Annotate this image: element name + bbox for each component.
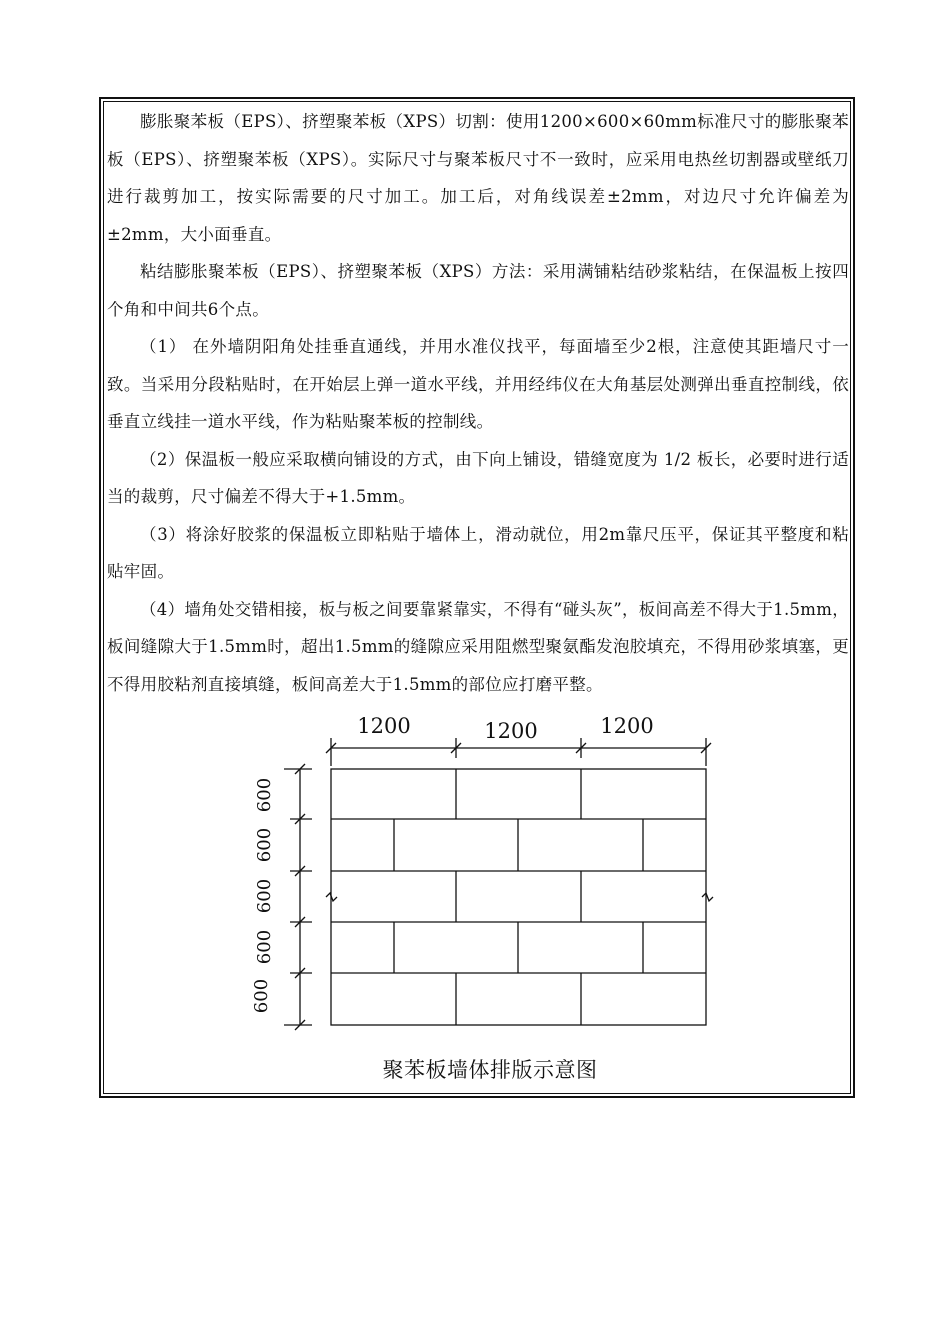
top-dimension-label: 1200 xyxy=(357,714,411,738)
side-dimension-label: 600 xyxy=(254,777,275,813)
paragraph-step-1: （1） 在外墙阴阳角处挂垂直通线，并用水准仪找平，每面墙至少2根，注意使其距墙尺寸一致。当采用分段粘贴时，在开始层上弹一道水平线，并用经纬仪在大角基层处测弹出垂直控制线，依垂直立线挂一道水平线，作为粘贴聚苯板的控制线。 xyxy=(107,337,849,431)
diagram-caption: 聚苯板墙体排版示意图 xyxy=(382,1058,598,1082)
paragraph-step-2: （2）保温板一般应采取横向铺设的方式，由下向上铺设，错缝宽度为 1/2 板长，必要时进行适当的裁剪，尺寸偏差不得大于+1.5mm。 xyxy=(107,449,849,506)
paragraph-bonding-method: 粘结膨胀聚苯板（EPS）、挤塑聚苯板（XPS）方法：采用满铺粘结砂浆粘结，在保温板上按四个角和中间共6个点。 xyxy=(107,262,849,319)
top-dimension-label: 1200 xyxy=(484,719,538,743)
side-dimension-label: 600 xyxy=(251,978,272,1014)
top-dimension-label: 1200 xyxy=(600,714,654,738)
side-dimension-label: 600 xyxy=(254,827,275,863)
paragraph-step-3: （3）将涂好胶浆的保温板立即粘贴于墙体上，滑动就位，用2m靠尺压平，保证其平整度和粘贴牢固。 xyxy=(107,524,849,581)
paragraph-step-4: （4）墙角处交错相接，板与板之间要靠紧靠实，不得有“碰头灰”，板间高差不得大于1.5mm，板间缝隙大于1.5mm时，超出1.5mm的缝隙应采用阻燃型聚氨酯发泡胶填充，不得用砂浆填塞，更不得用胶粘剂直接填缝，板间高差大于1.5mm的部位应打磨平整。 xyxy=(107,599,849,694)
side-dimension-label: 600 xyxy=(254,878,275,914)
document-frame xyxy=(99,97,855,1098)
paragraph-cutting: 膨胀聚苯板（EPS）、挤塑聚苯板（XPS）切割：使用1200×600×60mm标准尺寸的膨胀聚苯板（EPS）、挤塑聚苯板（XPS）。实际尺寸与聚苯板尺寸不一致时，应采用电热丝切割器或壁纸刀进行裁剪加工，按实际需要的尺寸加工。加工后，对角线误差±2mm，对边尺寸允许偏差为±2mm，大小面垂直。 xyxy=(107,112,849,244)
side-dimension-label: 600 xyxy=(254,929,275,965)
body-text xyxy=(107,103,849,703)
